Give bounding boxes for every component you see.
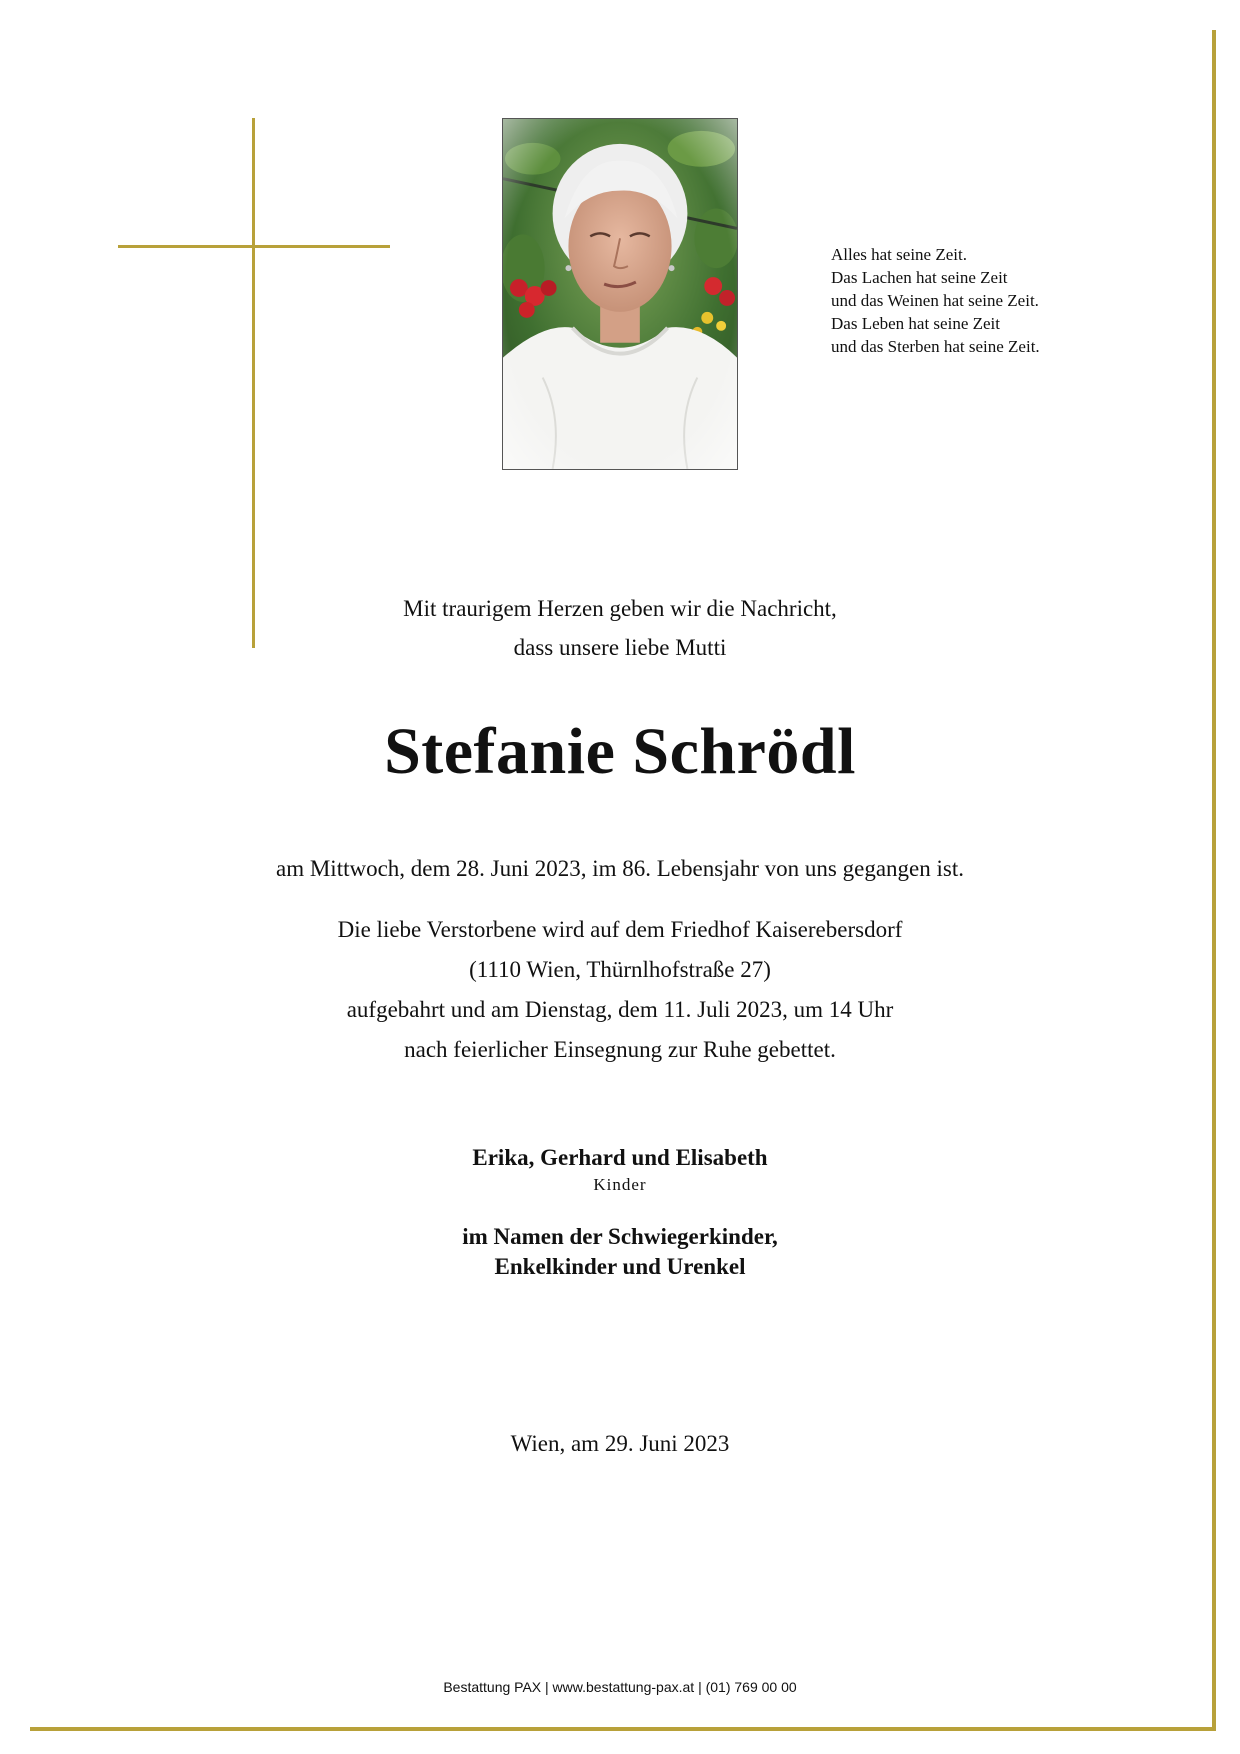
burial-details [0,910,1240,1070]
burial-line-2: (1110 Wien, Thürnlhofstraße 27) [469,957,771,982]
poem-block [831,243,1151,358]
death-announcement: am Mittwoch, dem 28. Juni 2023, im 86. Lebensjahr von uns gegangen ist. [276,856,964,881]
mourner-role: Kinder [593,1175,647,1194]
cross-icon-vertical-bar [252,118,255,648]
poem-line: Das Leben hat seine Zeit [831,314,1000,333]
cross-icon-horizontal-bar [118,245,390,248]
poem-line: Alles hat seine Zeit. [831,245,967,264]
bottom-border-line [30,1727,1216,1731]
mourner-names: Erika, Gerhard und Elisabeth [472,1145,768,1170]
poem-line: und das Weinen hat seine Zeit. [831,291,1039,310]
intro-text [0,589,1240,667]
extended-family-line-2: Enkelkinder und Urenkel [494,1254,746,1279]
portrait-illustration [503,119,737,469]
burial-line-1: Die liebe Verstorbene wird auf dem Friedhof Kaiserebersdorf [337,917,903,942]
burial-line-3: aufgebahrt und am Dienstag, dem 11. Juli 2023, um 14 Uhr [346,997,894,1022]
funeral-home-footer: Bestattung PAX | www.bestattung-pax.at | (01) 769 00 00 [443,1679,797,1695]
extended-family [0,1222,1240,1282]
deceased-name: Stefanie Schrödl [384,715,856,788]
intro-line-2: dass unsere liebe Mutti [513,635,727,660]
poem-line: und das Sterben hat seine Zeit. [831,337,1040,356]
portrait-photo [502,118,738,470]
extended-family-line-1: im Namen der Schwiegerkinder, [462,1224,778,1249]
burial-line-4: nach feierlicher Einsegnung zur Ruhe gebettet. [404,1037,836,1062]
poem-line: Das Lachen hat seine Zeit [831,268,1008,287]
place-and-date: Wien, am 29. Juni 2023 [510,1431,730,1456]
intro-line-1: Mit traurigem Herzen geben wir die Nachricht, [403,596,837,621]
